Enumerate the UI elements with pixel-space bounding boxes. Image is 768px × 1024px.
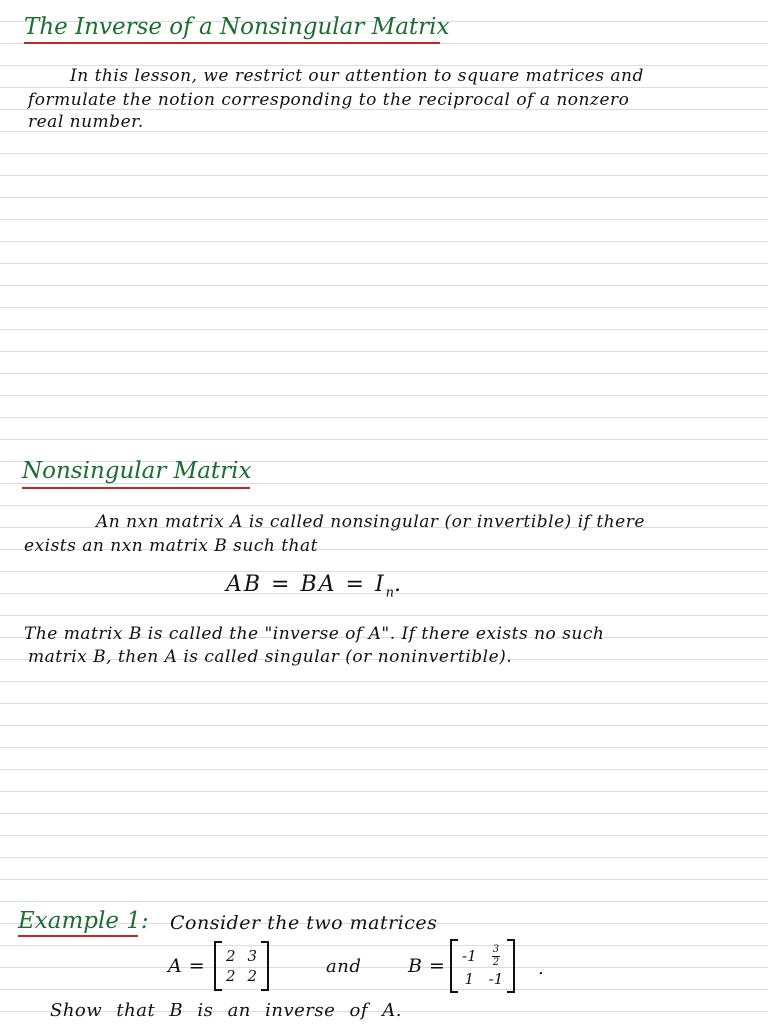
definition-line-1: An nxn matrix A is called nonsingular (or invertible) if there [96, 512, 645, 532]
matrix-b-12-numerator: 3 [492, 943, 500, 955]
matrix-b-left-bracket [450, 939, 458, 993]
matrix-b-12-denominator: 2 [492, 956, 500, 968]
inverse-equation [226, 572, 403, 600]
matrix-a-entries [222, 947, 261, 985]
equation-period: . [394, 572, 404, 597]
matrix-b [450, 939, 515, 993]
matrix-period: . [538, 958, 545, 979]
title-underline [24, 42, 440, 44]
intro-line-1: In this lesson, we restrict our attention to square matrices and [70, 66, 644, 86]
nonsingular-heading: Nonsingular Matrix [22, 458, 252, 484]
matrix-a-label: A = [168, 955, 206, 977]
matrix-b-11: -1 [462, 947, 477, 965]
matrix-b-right-bracket [507, 939, 515, 993]
matrix-b-22: -1 [488, 969, 504, 988]
matrix-b-21: 1 [464, 969, 475, 988]
matrix-a-12: 3 [247, 947, 258, 965]
matrix-a-11: 2 [226, 947, 236, 965]
matrix-b-12-fraction [489, 945, 504, 968]
example-task: Show that B is an inverse of A. [50, 1000, 402, 1021]
equation-subscript: n [385, 585, 395, 601]
nonsingular-underline [22, 487, 250, 489]
intro-line-3: real number. [28, 112, 144, 132]
definition-line-4: matrix B, then A is called singular (or noninvertible). [28, 647, 513, 667]
matrix-a-right-bracket [261, 941, 269, 991]
example-intro: Consider the two matrices [170, 912, 438, 934]
matrix-a [214, 941, 269, 991]
matrix-a-22: 2 [247, 967, 258, 985]
title-heading: The Inverse of a Nonsingular Matrix [24, 14, 450, 40]
and-word: and [326, 956, 362, 977]
equation-text: AB = BA = I [226, 572, 386, 597]
matrix-a-left-bracket [214, 941, 222, 991]
example-underline [18, 935, 138, 937]
matrix-b-label: B = [408, 955, 446, 977]
matrix-b-entries [458, 945, 507, 988]
intro-line-2: formulate the notion corresponding to the reciprocal of a nonzero [28, 90, 630, 110]
matrix-a-21: 2 [226, 967, 236, 985]
definition-line-2: exists an nxn matrix B such that [24, 536, 318, 556]
example-heading: Example 1: [18, 908, 149, 934]
definition-line-3: The matrix B is called the "inverse of A". If there exists no such [24, 624, 605, 644]
